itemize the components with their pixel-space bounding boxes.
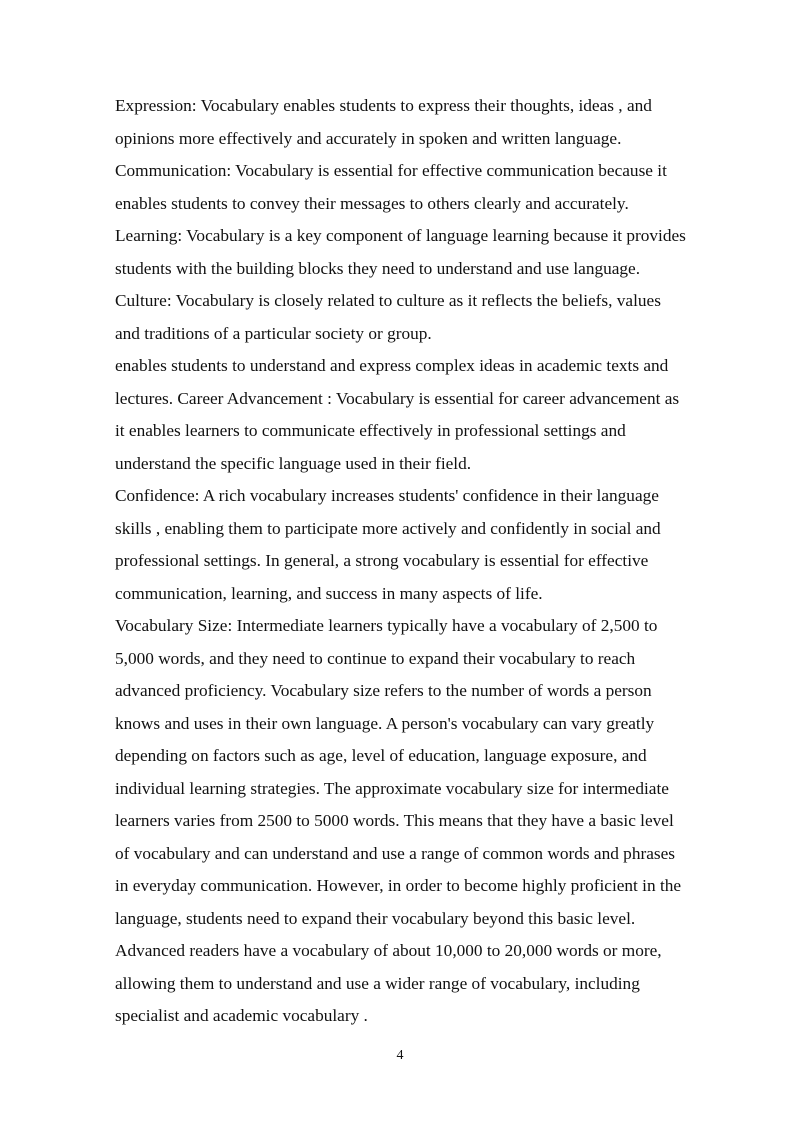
text-line: students with the building blocks they need to understand and use language. [115, 258, 641, 278]
text-line: individual learning strategies. The approximate vocabulary size for intermediate [115, 778, 669, 798]
text-line: Advanced readers have a vocabulary of about 10,000 to 20,000 words or more, [115, 941, 662, 960]
text-line: professional settings. In general, a strong vocabulary is essential for effective [115, 551, 649, 570]
page-number: 4 [396, 1048, 404, 1063]
text-line: Expression: Vocabulary enables students to express their thoughts, ideas , and [115, 96, 652, 115]
text-line: 5,000 words, and they need to continue to expand their vocabulary to reach [115, 648, 636, 668]
text-line: Culture: Vocabulary is closely related to culture as it reflects the beliefs, values [115, 291, 661, 310]
text-line: opinions more effectively and accurately in spoken and written language. [115, 128, 622, 148]
text-line: skills , enabling them to participate more actively and confidently in social and [115, 518, 661, 538]
text-line: Communication: Vocabulary is essential for effective communication because it [115, 161, 667, 180]
text-line: and traditions of a particular society or group. [115, 323, 432, 343]
text-line: advanced proficiency. Vocabulary size refers to the number of words a person [115, 681, 652, 700]
text-line: learners varies from 2500 to 5000 words. This means that they have a basic level [115, 811, 674, 830]
text-line: enables students to convey their messages to others clearly and accurately. [115, 193, 629, 213]
text-line: Learning: Vocabulary is a key component of language learning because it provides [115, 226, 686, 245]
text-line: Vocabulary Size: Intermediate learners typically have a vocabulary of 2,500 to [115, 616, 658, 635]
text-line: enables students to understand and express complex ideas in academic texts and [115, 356, 669, 375]
text-line: it enables learners to communicate effectively in professional settings and [115, 421, 626, 440]
text-line: language, students need to expand their vocabulary beyond this basic level. [115, 908, 636, 928]
text-line: of vocabulary and can understand and use a range of common words and phrases [115, 843, 676, 863]
text-line: communication, learning, and success in many aspects of life. [115, 583, 543, 603]
text-line: specialist and academic vocabulary . [115, 1006, 368, 1025]
text-line: depending on factors such as age, level of education, language exposure, and [115, 746, 647, 765]
text-line: lectures. Career Advancement : Vocabulary is essential for career advancement as [115, 388, 680, 408]
body-text [115, 90, 755, 1033]
text-line: knows and uses in their own language. A person's vocabulary can vary greatly [115, 713, 655, 733]
text-line: Confidence: A rich vocabulary increases students' confidence in their language [115, 486, 659, 505]
text-line: in everyday communication. However, in order to become highly proficient in the [115, 876, 682, 895]
text-line: allowing them to understand and use a wider range of vocabulary, including [115, 973, 640, 993]
text-line: understand the specific language used in their field. [115, 453, 472, 473]
